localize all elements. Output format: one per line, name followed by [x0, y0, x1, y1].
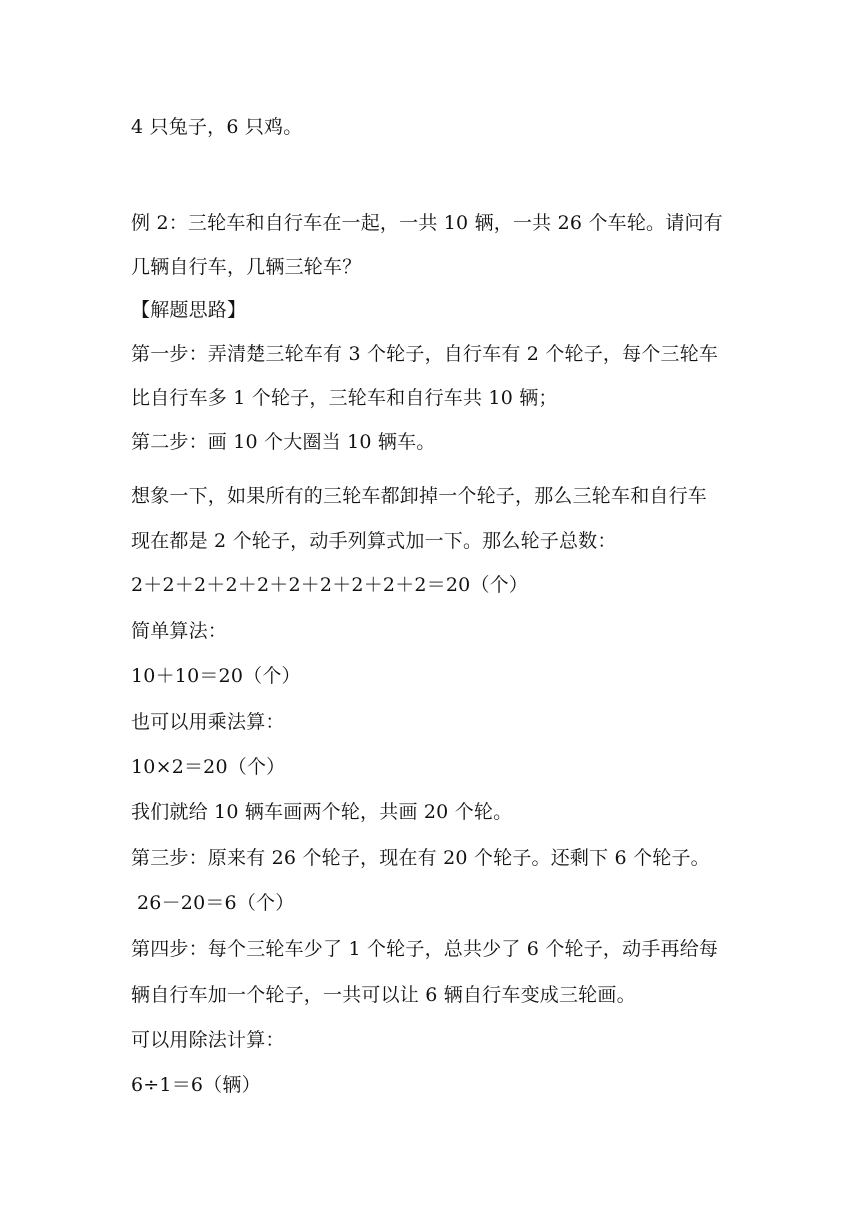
multiplication-equation: 10×2＝20（个）: [131, 756, 286, 778]
simple-method-label: 简单算法：: [131, 620, 228, 642]
imagine-line-1: 想象一下，如果所有的三轮车都卸掉一个轮子，那么三轮车和自行车: [131, 485, 708, 507]
sum-equation: 2＋2＋2＋2＋2＋2＋2＋2＋2＋2＝20（个）: [131, 574, 529, 596]
simple-method-equation: 10＋10＝20（个）: [131, 665, 301, 687]
solution-heading: 【解题思路】: [131, 299, 247, 321]
answer-line: 4 只兔子，6 只鸡。: [131, 116, 303, 138]
step-3-line: 第三步：原来有 26 个轮子，现在有 20 个轮子。还剩下 6 个轮子。: [131, 847, 710, 869]
step-1-line-2: 比自行车多 1 个轮子，三轮车和自行车共 10 辆；: [131, 387, 558, 409]
subtraction-equation: 26－20＝6（个）: [137, 892, 295, 914]
example-2-question-line-2: 几辆自行车，几辆三轮车？: [131, 256, 362, 278]
example-2-question-line-1: 例 2：三轮车和自行车在一起，一共 10 辆，一共 26 个车轮。请问有: [131, 212, 723, 234]
step-2-line: 第二步：画 10 个大圈当 10 辆车。: [131, 431, 436, 453]
step-4-line-1: 第四步：每个三轮车少了 1 个轮子，总共少了 6 个轮子，动手再给每: [131, 938, 719, 960]
draw-wheels-line: 我们就给 10 辆车画两个轮，共画 20 个轮。: [131, 801, 513, 823]
division-label: 可以用除法计算：: [131, 1029, 285, 1051]
division-equation: 6÷1＝6（辆）: [131, 1074, 261, 1096]
multiplication-label: 也可以用乘法算：: [131, 711, 285, 733]
step-1-line-1: 第一步：弄清楚三轮车有 3 个轮子，自行车有 2 个轮子，每个三轮车: [131, 343, 719, 365]
imagine-line-2: 现在都是 2 个轮子，动手列算式加一下。那么轮子总数：: [131, 530, 617, 552]
step-4-line-2: 辆自行车加一个轮子，一共可以让 6 辆自行车变成三轮画。: [131, 984, 636, 1006]
